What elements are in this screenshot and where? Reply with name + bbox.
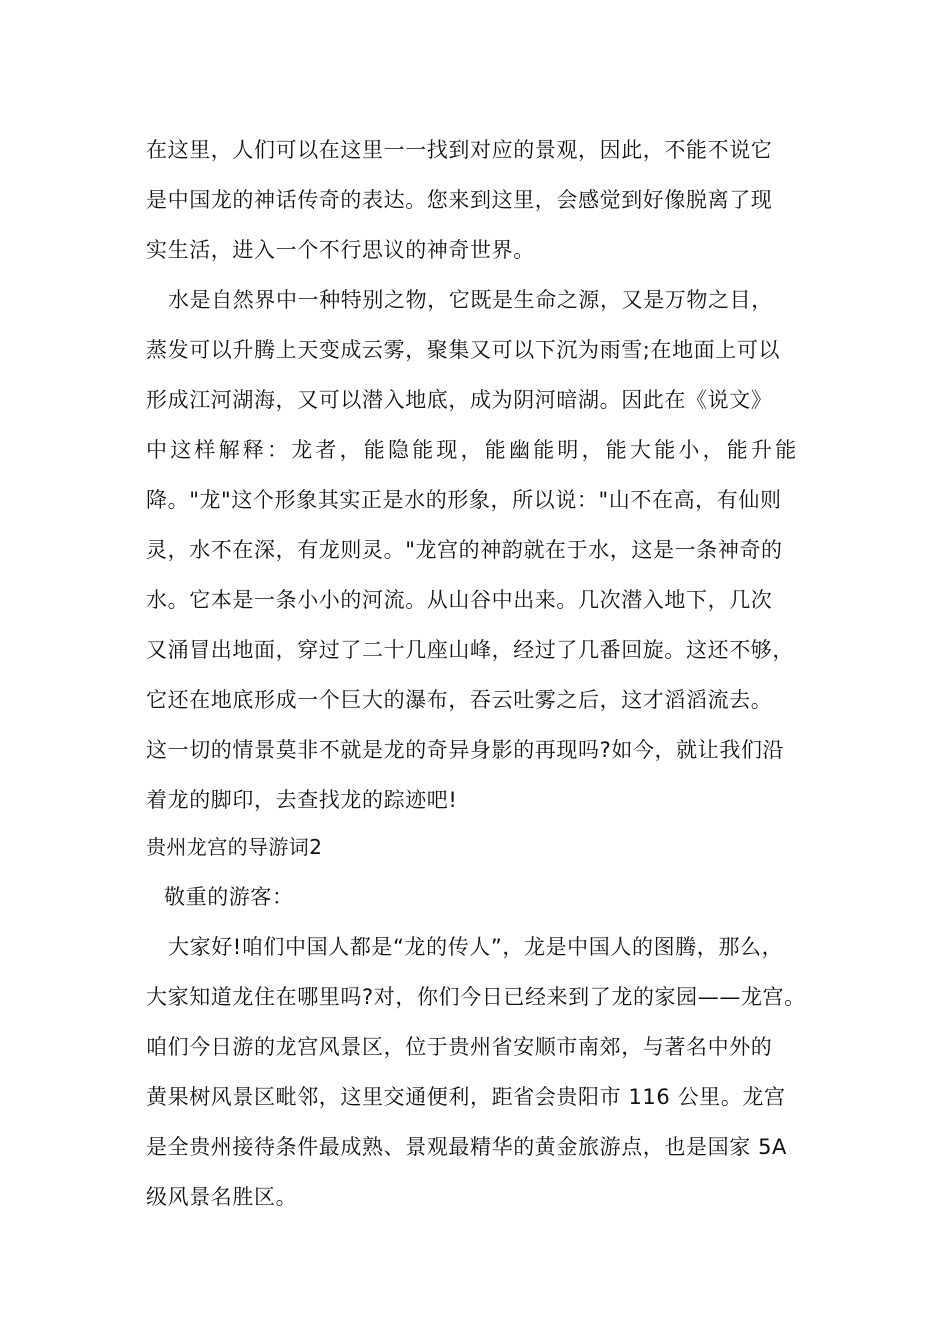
greeting: 敬重的游客：	[164, 885, 294, 909]
paragraph-2-line-11: 着龙的脚印，去查找龙的踪迹吧!	[146, 788, 458, 812]
paragraph-3-line-2: 大家知道龙住在哪里吗?对，你们今日已经来到了龙的家园——龙宫。	[146, 985, 806, 1009]
paragraph-3-line-5: 是全贵州接待条件最成熟、景观最精华的黄金旅游点，也是国家 5A	[146, 1135, 787, 1159]
paragraph-2-line-9: 它还在地底形成一个巨大的瀑布，吞云吐雾之后，这才滔滔流去。	[146, 688, 773, 712]
paragraph-3-line-6: 级风景名胜区。	[146, 1185, 298, 1209]
paragraph-3-line-4: 黄果树风景区毗邻，这里交通便利，距省会贵阳市 116 公里。龙宫	[146, 1085, 786, 1109]
paragraph-2-line-1: 水是自然界中一种特别之物，它既是生命之源，又是万物之目，	[168, 288, 773, 312]
paragraph-2-line-3: 形成江河湖海，又可以潜入地底，成为阴河暗湖。因此在《说文》	[146, 388, 773, 412]
section-heading: 贵州龙宫的导游词2	[146, 835, 323, 859]
paragraph-3-line-1: 大家好!咱们中国人都是“龙的传人”，龙是中国人的图腾，那么，	[168, 935, 784, 959]
paragraph-2-line-8: 又涌冒出地面，穿过了二十几座山峰，经过了几番回旋。这还不够，	[146, 638, 794, 662]
paragraph-2-line-6: 灵，水不在深，有龙则灵。"龙宫的神韵就在于水，这是一条神奇的	[146, 538, 783, 562]
paragraph-2-line-5: 降。"龙"这个形象其实正是水的形象，所以说："山不在高，有仙则	[146, 488, 782, 512]
paragraph-1-line-2: 是中国龙的神话传奇的表达。您来到这里，会感觉到好像脱离了现	[146, 188, 773, 212]
paragraph-3-line-3: 咱们今日游的龙宫风景区，位于贵州省安顺市南郊，与著名中外的	[146, 1035, 773, 1059]
paragraph-2-line-10: 这一切的情景莫非不就是龙的奇异身影的再现吗?如今，就让我们沿	[146, 738, 785, 762]
paragraph-2-line-7: 水。它本是一条小小的河流。从山谷中出来。几次潜入地下，几次	[146, 588, 773, 612]
paragraph-1-line-1: 在这里，人们可以在这里一一找到对应的景观，因此，不能不说它	[146, 138, 773, 162]
paragraph-2-line-4: 中这样解释：龙者，能隐能现，能幽能明，能大能小，能升能	[146, 438, 800, 462]
paragraph-1-line-3: 实生活，进入一个不行思议的神奇世界。	[146, 238, 535, 262]
paragraph-2-line-2: 蒸发可以升腾上天变成云雾，聚集又可以下沉为雨雪;在地面上可以	[146, 338, 781, 362]
